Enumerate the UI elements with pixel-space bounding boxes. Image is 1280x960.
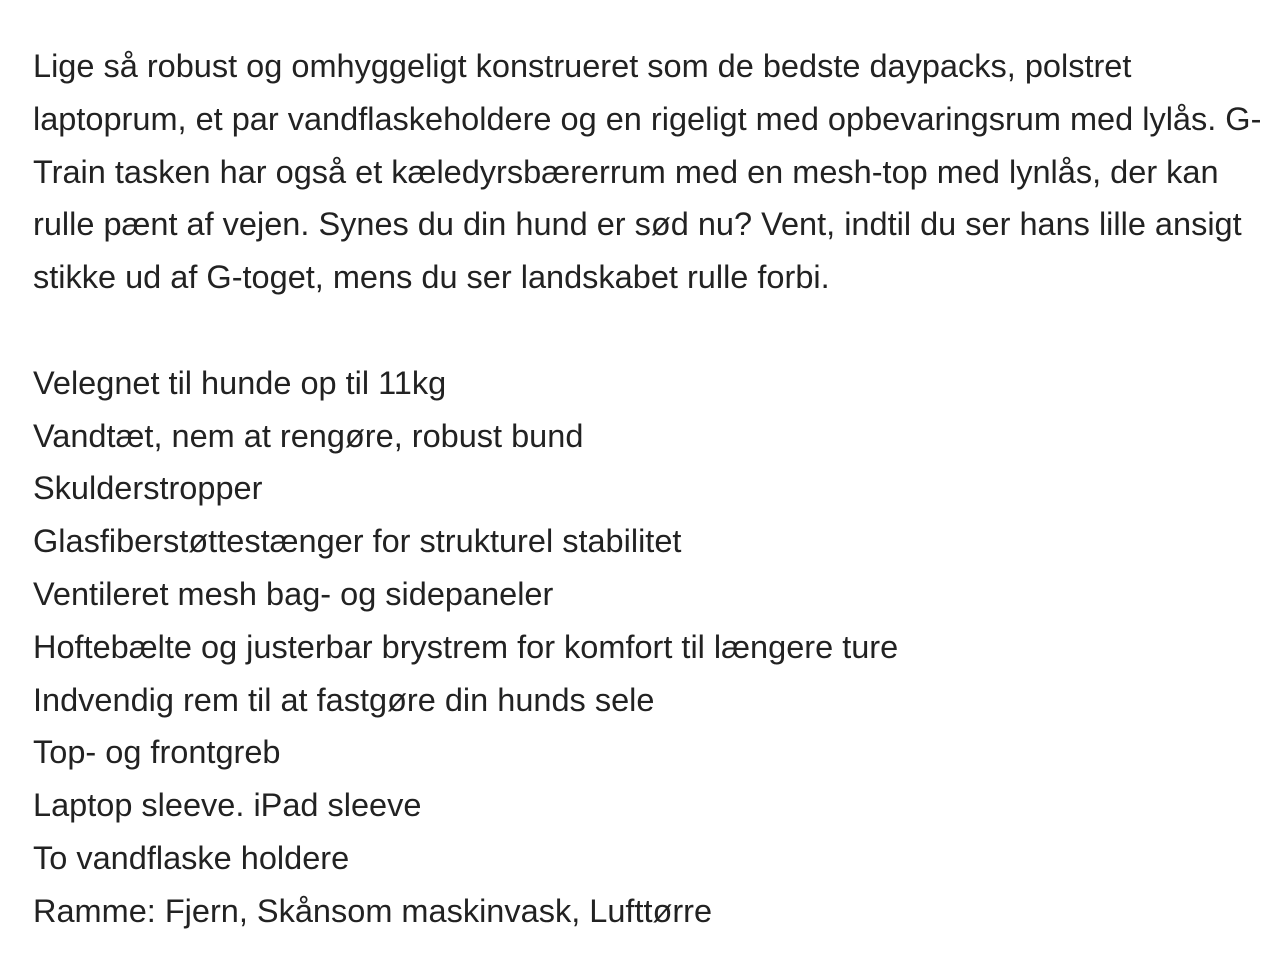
feature-item: Velegnet til hunde op til 11kg [33,364,447,401]
feature-item: Ramme: Fjern, Skånsom maskinvask, Lufttørre [33,892,713,929]
description-text: Lige så robust og omhyggeligt konstrueret som de bedste daypacks, polstret laptoprum, et par vandflaskeholdere og en rigeligt med opbevaringsrum med lylås. G-Train tasken har også et kæledyrsbærerrum med en mesh-top med lynlås, der kan rulle pænt af vejen. Synes du din hund er sød nu? Vent, indtil du ser hans lille ansigt stikke ud af G-toget, mens du ser landskabet rulle forbi. [33,48,1262,296]
description-paragraph [33,40,1263,304]
feature-item: Hoftebælte og justerbar brystrem for komfort til længere ture [33,628,899,665]
feature-item: Glasfiberstøttestænger for strukturel stabilitet [33,523,682,560]
feature-item: To vandflaske holdere [33,839,350,876]
feature-item: Top- og frontgreb [33,734,281,771]
spacer [33,304,1263,357]
feature-item: Ventileret mesh bag- og sidepaneler [33,575,554,612]
feature-item: Laptop sleeve. iPad sleeve [33,787,422,824]
feature-list [33,357,1263,938]
feature-item: Indvendig rem til at fastgøre din hunds sele [33,681,655,718]
feature-item: Vandtæt, nem at rengøre, robust bund [33,417,584,454]
product-description [33,40,1263,938]
feature-item: Skulderstropper [33,470,263,507]
